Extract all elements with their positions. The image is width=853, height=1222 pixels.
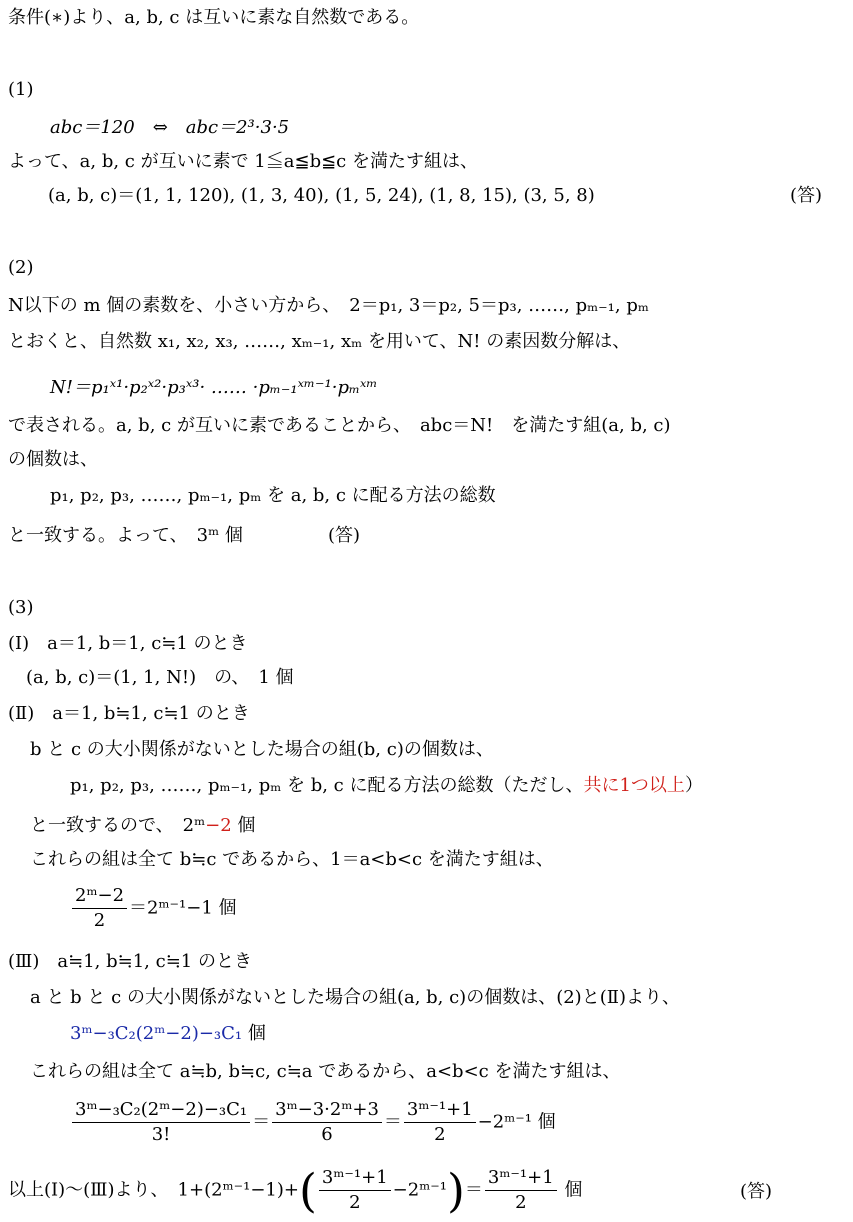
answer-mark: (答) xyxy=(740,1181,773,1202)
denominator: 3! xyxy=(151,1124,171,1145)
part1-label: (1) xyxy=(8,79,34,100)
factorization-equation: N!＝p₁ˣ¹·p₂ˣ²·p₃ˣ³· …… ·pₘ₋₁ˣᵐ⁻¹·pₘˣᵐ xyxy=(50,377,378,398)
equals: ＝ xyxy=(252,1111,271,1133)
right-paren: ) xyxy=(446,1163,465,1218)
case3-line: a と b と c の大小関係がないとした場合の組(a, b, c)の個数は、(2)と(Ⅱ)より、 xyxy=(30,987,680,1008)
case2-line xyxy=(30,814,255,838)
case2-line: b と c の大小関係がないとした場合の組(b, c)の個数は、 xyxy=(30,739,494,760)
case2-line xyxy=(70,774,703,798)
numerator: 3ᵐ⁻¹+1 xyxy=(485,1166,557,1191)
part3-label: (3) xyxy=(8,597,34,618)
part1-answer: (a, b, c)＝(1, 1, 120), (1, 3, 40), (1, 5, 24), (1, 8, 15), (3, 5, 8) xyxy=(48,185,595,206)
part2-label: (2) xyxy=(8,257,34,278)
numerator: 2ᵐ−2 xyxy=(72,884,127,909)
highlight-blue: 3ᵐ−₃C₂(2ᵐ−2)−₃C₁ xyxy=(70,1023,243,1044)
intro-text: 条件(∗)より、a, b, c は互いに素な自然数である。 xyxy=(8,7,420,28)
text: p₁, p₂, p₃, ……, pₘ₋₁, pₘ を b, c に配る方法の総数（ただし、 xyxy=(70,775,584,796)
part2-line: で表される。a, b, c が互いに素であることから、 abc＝N! を満たす組(a, b, c) xyxy=(8,415,671,436)
part2-line: p₁, p₂, p₃, ……, pₘ₋₁, pₘ を a, b, c に配る方法の総数 xyxy=(50,485,496,506)
denominator: 6 xyxy=(321,1124,333,1145)
case3-line: これらの組は全て a≒b, b≒c, c≒a であるから、a<b<c を満たす組は、 xyxy=(30,1061,621,1082)
numerator: 3ᵐ−₃C₂(2ᵐ−2)−₃C₁ xyxy=(72,1098,250,1123)
text: −2ᵐ⁻¹ 個 xyxy=(477,1111,556,1133)
left-paren: ( xyxy=(298,1163,317,1218)
case3-heading: (Ⅲ) a≒1, b≒1, c≒1 のとき xyxy=(8,951,252,972)
case1-heading: (Ⅰ) a＝1, b＝1, c≒1 のとき xyxy=(8,633,248,654)
numerator: 3ᵐ⁻¹+1 xyxy=(319,1166,391,1191)
denominator: 2 xyxy=(434,1124,446,1145)
numerator: 3ᵐ⁻¹+1 xyxy=(404,1098,476,1123)
fraction xyxy=(404,1098,476,1147)
text: 以上(Ⅰ)〜(Ⅲ)より、 1+(2ᵐ⁻¹−1)+ xyxy=(8,1179,299,1201)
case2-heading: (Ⅱ) a＝1, b≒1, c≒1 のとき xyxy=(8,703,250,724)
part1-text: よって、a, b, c が互いに素で 1≦a≦b≦c を満たす組は、 xyxy=(8,151,478,172)
equals: ＝ xyxy=(464,1179,483,1201)
text: ） xyxy=(684,775,703,796)
text: 個 xyxy=(564,1179,583,1201)
fraction xyxy=(319,1166,391,1215)
fraction xyxy=(72,1098,250,1147)
part2-line: N以下の m 個の素数を、小さい方から、 2＝p₁, 3＝p₂, 5＝p₃, ……, pₘ₋₁, pₘ xyxy=(8,295,649,316)
case1-body: (a, b, c)＝(1, 1, N!) の、 1 個 xyxy=(26,667,294,688)
case3-line xyxy=(70,1022,266,1046)
text: −2ᵐ⁻¹ xyxy=(392,1179,447,1201)
case3-fraction-line xyxy=(70,1098,556,1147)
fraction xyxy=(485,1166,557,1215)
case2-fraction-line xyxy=(70,884,237,933)
case2-line: これらの組は全て b≒c であるから、1＝a<b<c を満たす組は、 xyxy=(30,849,554,870)
numerator: 3ᵐ−3·2ᵐ+3 xyxy=(272,1098,382,1123)
text: と一致するので、 2ᵐ xyxy=(30,815,206,836)
denominator: 2 xyxy=(93,910,106,931)
answer-mark: (答) xyxy=(328,525,361,546)
text: 個 xyxy=(231,815,256,836)
fraction xyxy=(72,884,127,933)
highlight-red: −2 xyxy=(205,815,232,836)
denominator: 2 xyxy=(349,1192,361,1213)
part1-equation: abc＝120 ⇔ abc＝2³·3·5 xyxy=(50,117,290,138)
denominator: 2 xyxy=(515,1192,527,1213)
final-result-line xyxy=(8,1163,583,1218)
fraction xyxy=(272,1098,382,1147)
text: ＝2ᵐ⁻¹−1 個 xyxy=(129,897,237,919)
part2-line: とおくと、自然数 x₁, x₂, x₃, ……, xₘ₋₁, xₘ を用いて、N! の素因数分解は、 xyxy=(8,331,631,352)
text: 個 xyxy=(242,1023,266,1044)
part2-line: の個数は、 xyxy=(8,449,98,470)
equals: ＝ xyxy=(383,1111,402,1133)
highlight-red: 共に1つ以上 xyxy=(583,775,685,796)
answer-mark: (答) xyxy=(790,185,823,206)
part2-result: と一致する。よって、 3ᵐ 個 xyxy=(8,525,243,546)
